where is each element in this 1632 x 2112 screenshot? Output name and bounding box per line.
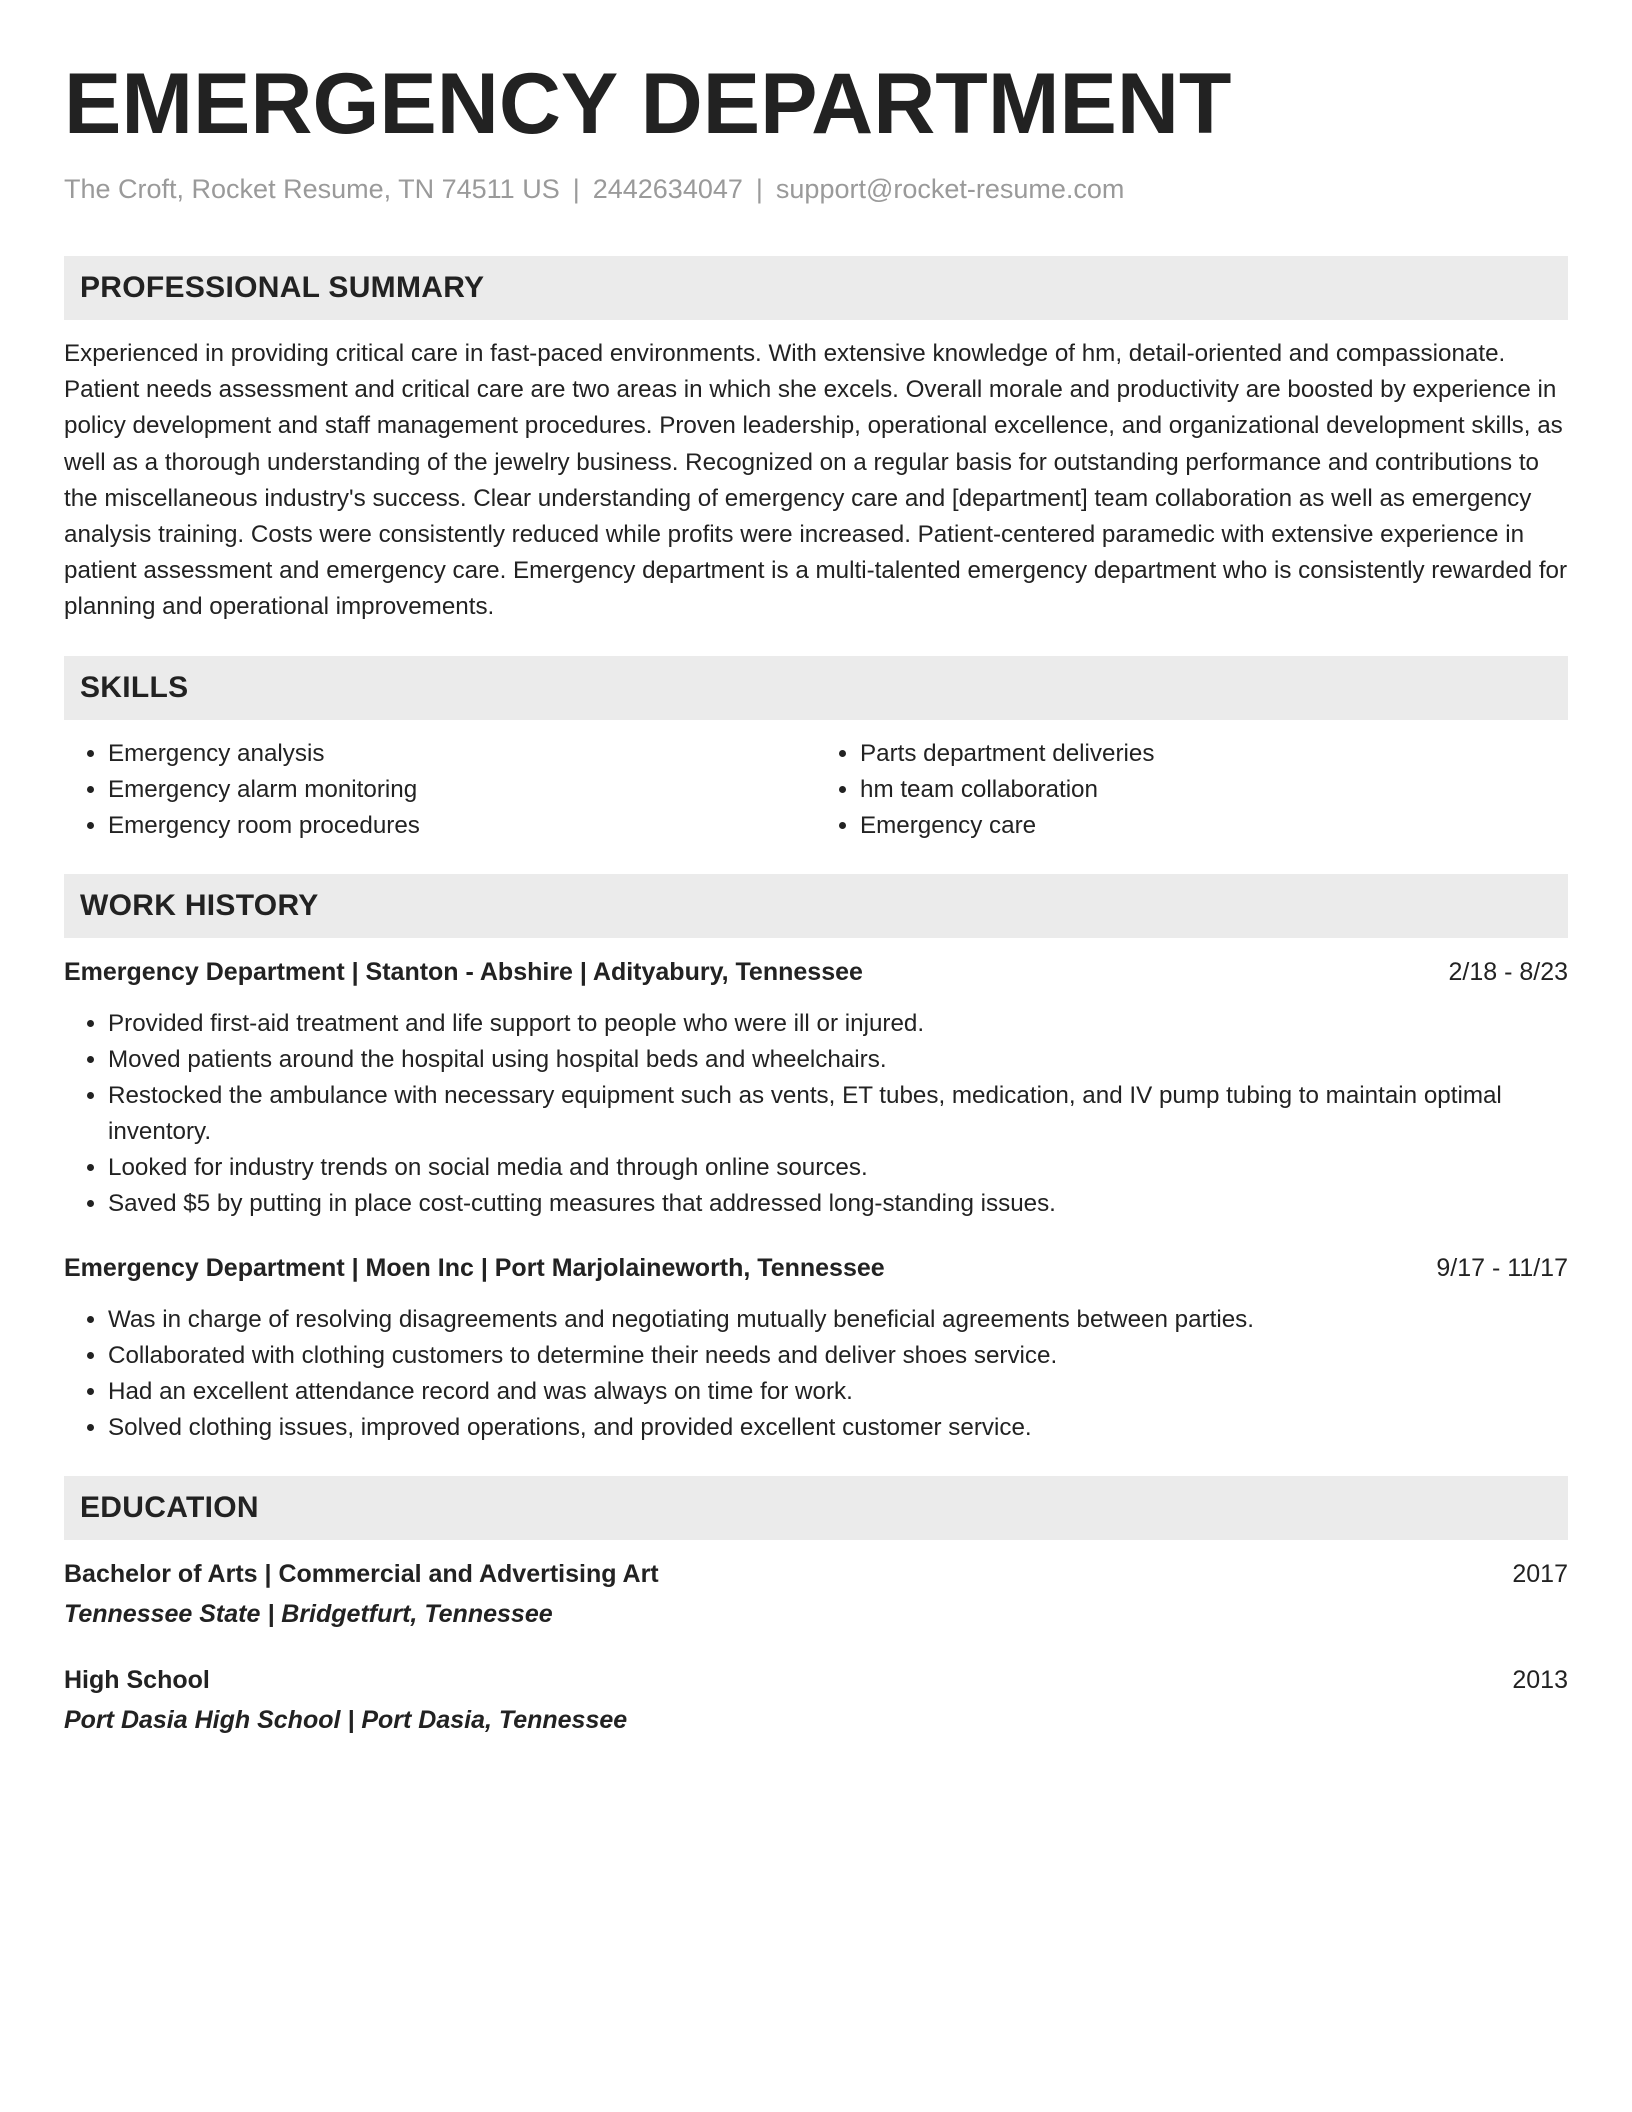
job-heading-row — [64, 954, 1568, 990]
education-heading-row — [64, 1556, 1568, 1592]
job-bullet: • Looked for industry trends on social media and through online sources. — [108, 1150, 1568, 1186]
resume-page — [64, 56, 1568, 1738]
contact-email: support@rocket-resume.com — [775, 174, 1125, 204]
skills-column-1 — [64, 736, 816, 844]
skills-list — [64, 736, 1568, 844]
job-entry — [64, 954, 1568, 1222]
education-section-header: EDUCATION — [64, 1476, 1568, 1540]
job-bullet: • Provided first-aid treatment and life support to people who were ill or injured. — [108, 1006, 1568, 1042]
job-entry — [64, 1250, 1568, 1446]
skill-item: • Emergency care — [860, 808, 1568, 844]
summary-section-header: PROFESSIONAL SUMMARY — [64, 256, 1568, 320]
job-bullet: • Moved patients around the hospital using hospital beds and wheelchairs. — [108, 1042, 1568, 1078]
job-bullet: • Was in charge of resolving disagreements and negotiating mutually beneficial agreements between parties. — [108, 1302, 1568, 1338]
education-school: Tennessee State | Bridgetfurt, Tennessee — [64, 1599, 553, 1628]
job-bullet: • Saved $5 by putting in place cost-cutting measures that addressed long-standing issues. — [108, 1186, 1568, 1222]
job-bullets — [64, 1006, 1568, 1222]
skill-item: • Parts department deliveries — [860, 736, 1568, 772]
job-dates: 2/18 - 8/23 — [1448, 957, 1568, 986]
education-school: Port Dasia High School | Port Dasia, Tennessee — [64, 1705, 628, 1734]
education-degree: High School — [64, 1665, 210, 1694]
contact-phone: 2442634047 — [592, 174, 743, 204]
job-bullet: • Solved clothing issues, improved operations, and provided excellent customer service. — [108, 1410, 1568, 1446]
job-heading: Emergency Department | Stanton - Abshire | Adityabury, Tennessee — [64, 957, 863, 986]
skill-item: • hm team collaboration — [860, 772, 1568, 808]
education-year: 2013 — [1512, 1665, 1568, 1694]
job-dates: 9/17 - 11/17 — [1436, 1253, 1568, 1282]
summary-text: Experienced in providing critical care in fast-paced environments. With extensive knowledge of hm, detail-oriented and compassionate. Patient needs assessment and critical care are two areas in which she excels. Overall morale and productivity are boosted by experience in policy development and staff management procedures. Proven leadership, operational excellence, and organizational development skills, as well as a thorough understanding of the jewelry business. Recognized on a regular basis for outstanding performance and contributions to the miscellaneous industry's success. Clear understanding of emergency care and [department] team collaboration as well as emergency analysis training. Costs were consistently reduced while profits were increased. Patient-centered paramedic with extensive experience in patient assessment and emergency care. Emergency department is a multi-talented emergency department who is consistently rewarded for planning and operational improvements. — [64, 340, 1568, 621]
job-bullet: • Had an excellent attendance record and was always on time for work. — [108, 1374, 1568, 1410]
contact-address: The Croft, Rocket Resume, TN 74511 US — [64, 174, 560, 204]
contact-separator: | — [572, 174, 580, 204]
job-bullets — [64, 1302, 1568, 1446]
skills-section-header: SKILLS — [64, 656, 1568, 720]
job-bullet: • Restocked the ambulance with necessary equipment such as vents, ET tubes, medication, and IV pump tubing to maintain optimal inventory. — [108, 1078, 1568, 1150]
job-heading: Emergency Department | Moen Inc | Port Marjolaineworth, Tennessee — [64, 1253, 885, 1282]
contact-separator: | — [755, 174, 763, 204]
education-heading-row — [64, 1662, 1568, 1698]
contact-line — [64, 172, 1568, 206]
skill-item: • Emergency analysis — [108, 736, 816, 772]
skill-item: • Emergency room procedures — [108, 808, 816, 844]
skill-item: • Emergency alarm monitoring — [108, 772, 816, 808]
job-heading-row — [64, 1250, 1568, 1286]
education-year: 2017 — [1512, 1559, 1568, 1588]
job-bullet: • Collaborated with clothing customers to determine their needs and deliver shoes service. — [108, 1338, 1568, 1374]
work-history-section-header: WORK HISTORY — [64, 874, 1568, 938]
skills-column-2 — [816, 736, 1568, 844]
education-entry — [64, 1556, 1568, 1632]
education-degree: Bachelor of Arts | Commercial and Advertising Art — [64, 1559, 659, 1588]
resume-name: EMERGENCY DEPARTMENT — [64, 56, 1232, 152]
education-entry — [64, 1662, 1568, 1738]
